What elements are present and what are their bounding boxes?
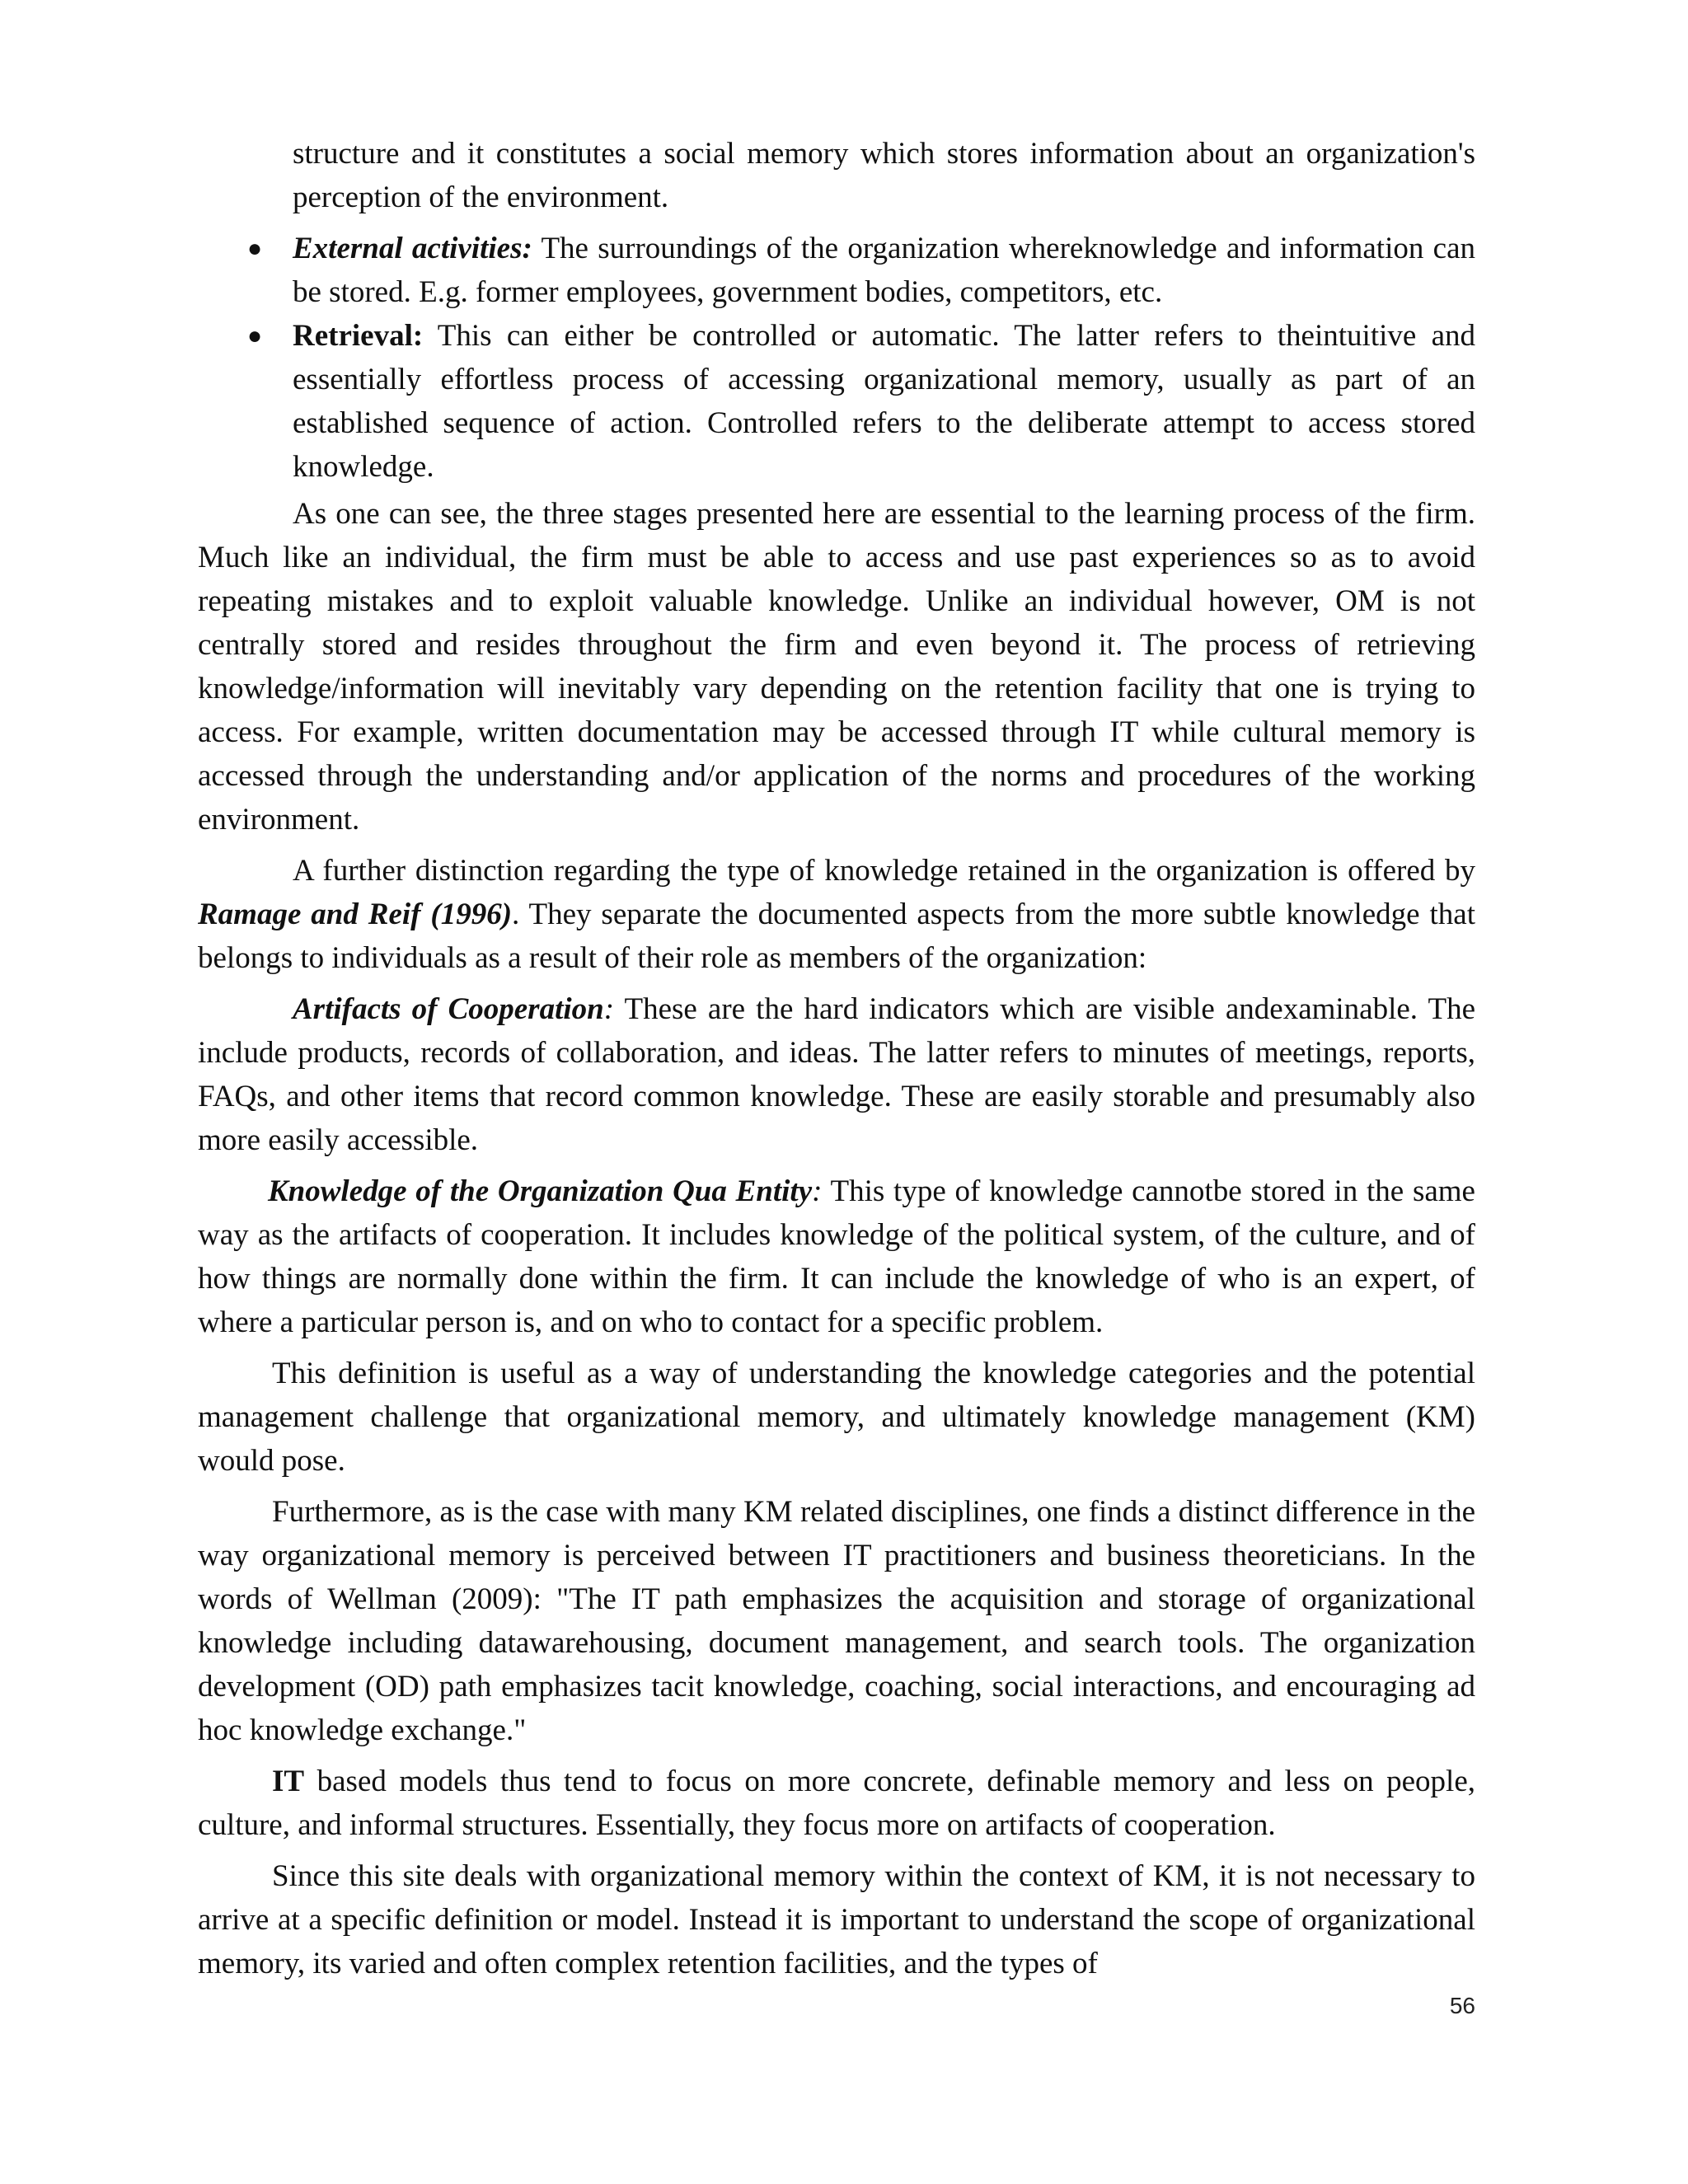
bullet-icon: ● <box>247 235 263 262</box>
paragraph-qua-entity <box>198 1169 1475 1344</box>
citation: Ramage and Reif (1996) <box>198 898 513 931</box>
document-page <box>198 132 1475 1993</box>
paragraph-definition: This definition is useful as a way of understanding the knowledge categories and the potential management challenge that organizational memory, and ultimately knowledge management (KM) would pose. <box>198 1357 1475 1478</box>
term-heading: Knowledge of the Organization Qua Entity <box>268 1174 813 1208</box>
bullet-term: Retrieval: <box>293 319 424 353</box>
paragraph-stages: As one can see, the three stages presented here are essential to the learning process of the firm. Much like an individual, the firm must be able to access and use past experiences so as to avoid repeating mistakes and to exploit valuable knowledge. Unlike an individual however, OM is not centrally stored and resides throughout the firm and even beyond it. The process of retrieving knowledge/information will inevitably vary depending on the retention facility that one is trying to access. For example, written documentation may be accessed through IT while cultural memory is accessed through the understanding and/or application of the norms and procedures of the working environment. <box>198 497 1475 837</box>
bullet-text: The surroundings of the organization whereknowledge and information can be stored. E.g. former employees, government bodies, competitors, etc. <box>293 232 1475 309</box>
continued-paragraph: structure and it constitutes a social memory which stores information about an organization's perception of the environment. <box>293 137 1475 214</box>
list-item <box>198 227 1475 314</box>
bullet-list <box>198 227 1475 489</box>
term-heading: Artifacts of Cooperation <box>293 992 604 1026</box>
paragraph-it-models <box>198 1760 1475 1847</box>
bullet-term: External activities: <box>293 232 532 265</box>
paragraph-artifacts <box>198 987 1475 1162</box>
page-number: 56 <box>1449 1993 1475 2018</box>
paragraph-text: These are the hard indicators which are visible andexaminable. The include products, records of collaboration, and ideas. The latter refers to minutes of meetings, reports, FAQs, and other items that record common knowledge. These are easily storable and presumably also more easily accessible. <box>198 992 1475 1157</box>
term-colon: : <box>812 1174 823 1208</box>
paragraph-text: This type of knowledge cannotbe stored in the same way as the artifacts of cooperation. It includes knowledge of the political system, of the culture, and of how things are normally done within the firm. It can include the knowledge of who is an expert, of where a particular person is, and on who to contact for a specific problem. <box>198 1174 1475 1339</box>
paragraph-since: Since this site deals with organizational memory within the context of KM, it is not necessary to arrive at a specific definition or model. Instead it is important to understand the scope of organizational memory, its varied and often complex retention facilities, and the types of <box>198 1859 1475 1980</box>
paragraph-text: based models thus tend to focus on more concrete, definable memory and less on people, culture, and informal structures. Essentially, they focus more on artifacts of cooperation. <box>198 1765 1475 1842</box>
term-heading: IT <box>272 1765 305 1798</box>
paragraph-furthermore: Furthermore, as is the case with many KM related disciplines, one finds a distinct difference in the way organizational memory is perceived between IT practitioners and business theoreticians. In the words of Wellman (2009): "The IT path emphasizes the acquisition and storage of organizational knowledge including datawarehousing, document management, and search tools. The organization development (OD) path emphasizes tacit knowledge, coaching, social interactions, and encouraging ad hoc knowledge exchange." <box>198 1495 1475 1747</box>
paragraph-text: A further distinction regarding the type of knowledge retained in the organization is offered by <box>293 854 1475 888</box>
bullet-text: This can either be controlled or automatic. The latter refers to theintuitive and essentially effortless process of accessing organizational memory, usually as part of an established sequence of action. Controlled refers to the deliberate attempt to access stored knowledge. <box>293 319 1475 484</box>
term-colon: : <box>603 992 615 1026</box>
paragraph-text: . They separate the documented aspects from the more subtle knowledge that belongs to individuals as a result of their role as members of the organization: <box>198 898 1475 975</box>
list-item <box>198 314 1475 489</box>
bullet-icon: ● <box>247 322 263 349</box>
paragraph-distinction <box>198 849 1475 980</box>
